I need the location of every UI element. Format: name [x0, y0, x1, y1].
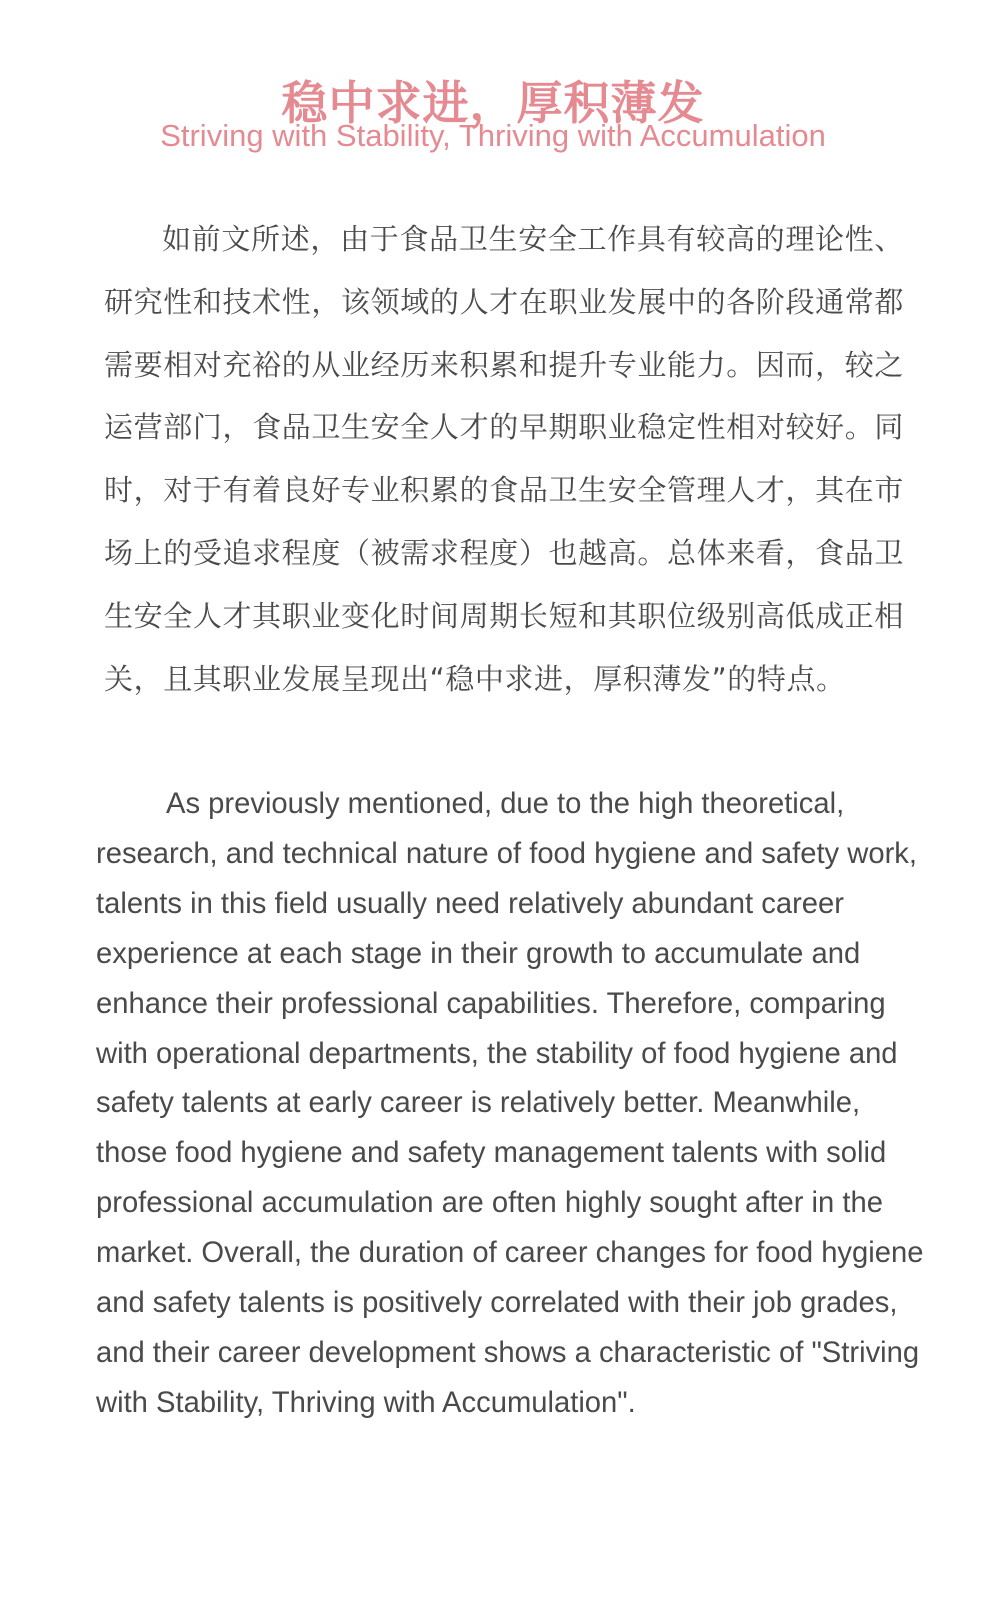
page-title-chinese: 稳中求进，厚积薄发	[281, 75, 705, 130]
page-subtitle-english: Striving with Stability, Thriving with Accumulation	[160, 118, 826, 153]
body-paragraph-english: As previously mentioned, due to the high theoretical, research, and technical nature of food hygiene and safety work, talents in this field usually need relatively abundant career experience at each stage in their growth to accumulate and enhance their professional capabilities. Therefore, comparing with operational departments, the stability of food hygiene and safety talents at early career is relatively better. Meanwhile, those food hygiene and safety management talents with solid professional accumulation are often highly sought after in the market. Overall, the duration of career changes for food hygiene and safety talents is positively correlated with their job grades, and their career development shows a characteristic of "Striving with Stability, Thriving with Accumulation".	[96, 788, 924, 1419]
body-paragraph-chinese: 如前文所述，由于食品卫生安全工作具有较高的理论性、研究性和技术性，该领域的人才在职业发展中的各阶段通常都需要相对充裕的从业经历来积累和提升专业能力。因而，较之运营部门，食品卫生安全人才的早期职业稳定性相对较好。同时，对于有着良好专业积累的食品卫生安全管理人才，其在市场上的受追求程度（被需求程度）也越高。总体来看，食品卫生安全人才其职业变化时间周期长短和其职位级别高低成正相关，且其职业发展呈现出“稳中求进，厚积薄发”的特点。	[104, 222, 904, 696]
